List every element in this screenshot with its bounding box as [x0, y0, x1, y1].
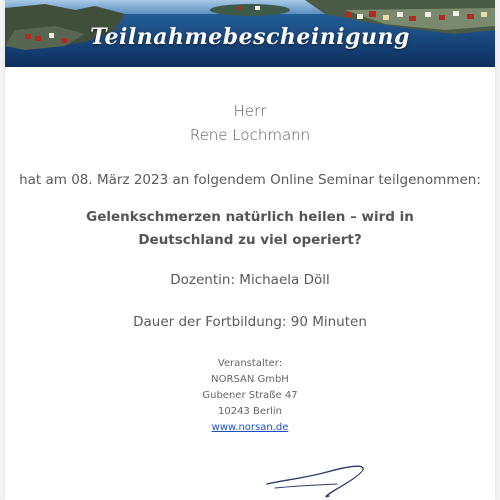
seminar-title: Gelenkschmerzen natürlich heilen – wird in Deutschland zu viel operiert? [86, 209, 414, 248]
lecturer-line: Dozentin: Michaela Döll [170, 272, 330, 288]
header-banner [5, 0, 495, 67]
organizer-street: Gubener Straße 47 [202, 390, 298, 401]
signature [265, 458, 375, 500]
certificate-title: Teilnahmebescheinigung [90, 24, 410, 50]
organizer-website-link[interactable]: www.norsan.de [211, 422, 289, 433]
recipient-salutation: Herr [233, 102, 267, 120]
recipient-name: Rene Lochmann [189, 126, 311, 144]
organizer-city: 10243 Berlin [217, 406, 282, 417]
participation-statement: hat am 08. März 2023 an folgendem Online Seminar teilgenommen: [19, 172, 481, 188]
organizer-label: Veranstalter: [217, 358, 283, 369]
duration-line: Dauer der Fortbildung: 90 Minuten [133, 314, 367, 330]
organizer-company: NORSAN GmbH [211, 374, 289, 385]
certificate-page [5, 0, 495, 500]
organizer-block [5, 356, 495, 436]
